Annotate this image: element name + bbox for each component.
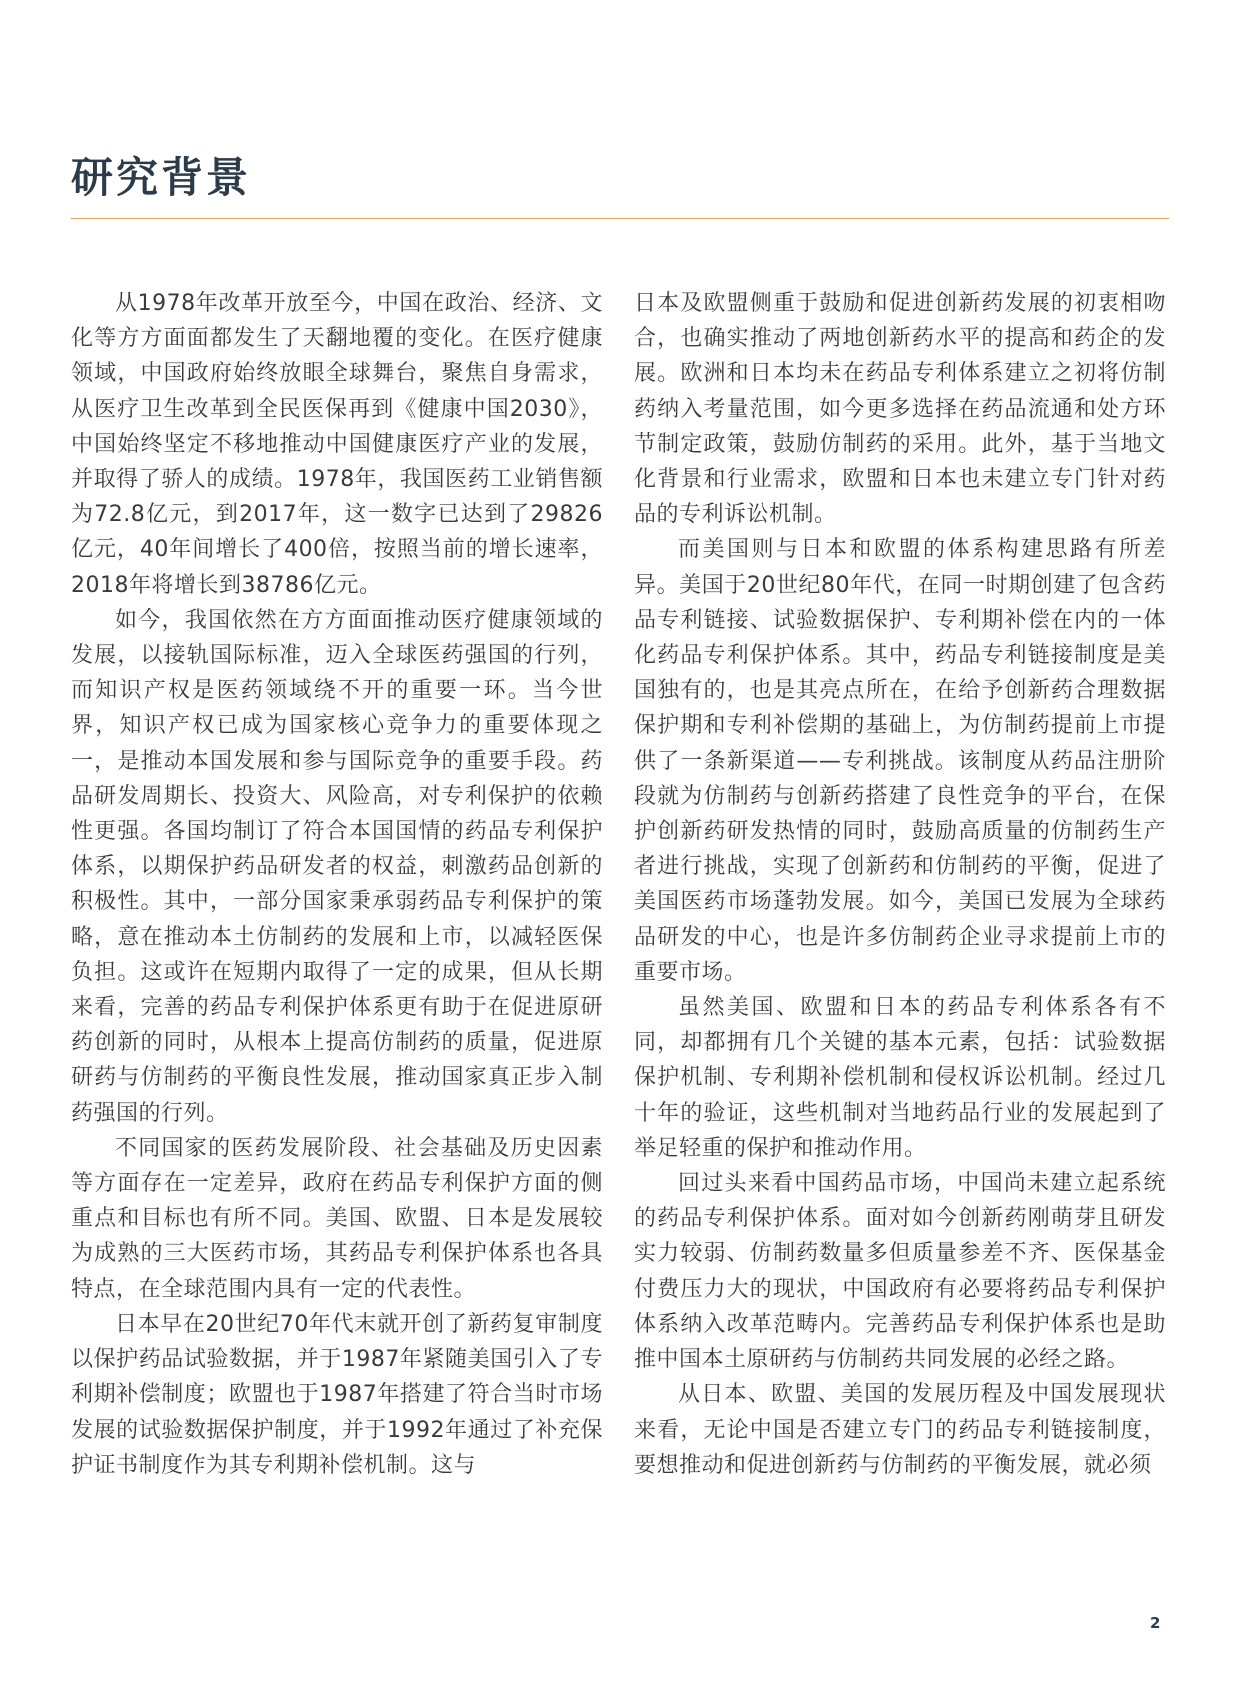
paragraph-continuation: 日本及欧盟侧重于鼓励和促进创新药发展的初衷相吻合，也确实推动了两地创新药水平的提高和药企的发展。欧洲和日本均未在药品专利体系建立之初将仿制药纳入考量范围，如今更多选择在药品流通和处方环节制定政策，鼓励仿制药的采用。此外，基于当地文化背景和行业需求，欧盟和日本也未建立专门针对药品的专利诉讼机制。 (634, 291, 1166, 528)
page-title: 研究背景 (71, 153, 252, 202)
title-divider (71, 218, 1169, 219)
left-text-column (71, 286, 603, 1483)
paragraph: 如今，我国依然在方方面面推动医疗健康领域的发展，以接轨国际标准，迈入全球医药强国的行列，而知识产权是医药领域绕不开的重要一环。当今世界，知识产权已成为国家核心竞争力的重要体现之一，是推动本国发展和参与国际竞争的重要手段。药品研发周期长、投资大、风险高，对专利保护的依赖性更强。各国均制订了符合本国国情的药品专利保护体系，以期保护药品研发者的权益，刺激药品创新的积极性。其中，一部分国家秉承弱药品专利保护的策略，意在推动本土仿制药的发展和上市，以减轻医保负担。这或许在短期内取得了一定的成果，但从长期来看，完善的药品专利保护体系更有助于在促进原研药创新的同时，从根本上提高仿制药的质量，促进原研药与仿制药的平衡良性发展，推动国家真正步入制药强国的行列。 (71, 607, 603, 1126)
right-text-column (634, 286, 1166, 1483)
paragraph: 日本早在20世纪70年代末就开创了新药复审制度以保护药品试验数据，并于1987年紧随美国引入了专利期补偿制度；欧盟也于1987年搭建了符合当时市场发展的试验数据保护制度，并于1992年通过了补充保护证书制度作为其专利期补偿机制。这与 (71, 1311, 603, 1478)
paragraph: 不同国家的医药发展阶段、社会基础及历史因素等方面存在一定差异，政府在药品专利保护方面的侧重点和目标也有所不同。美国、欧盟、日本是发展较为成熟的三大医药市场，其药品专利保护体系也各具特点，在全球范围内具有一定的代表性。 (71, 1135, 603, 1302)
paragraph: 从日本、欧盟、美国的发展历程及中国发展现状来看，无论中国是否建立专门的药品专利链接制度，要想推动和促进创新药与仿制药的平衡发展，就必须 (634, 1382, 1166, 1478)
paragraph: 而美国则与日本和欧盟的体系构建思路有所差异。美国于20世纪80年代，在同一时期创建了包含药品专利链接、试验数据保护、专利期补偿在内的一体化药品专利保护体系。其中，药品专利链接制度是美国独有的，也是其亮点所在，在给予创新药合理数据保护期和专利补偿期的基础上，为仿制药提前上市提供了一条新渠道——专利挑战。该制度从药品注册阶段就为仿制药与创新药搭建了良性竞争的平台，在保护创新药研发热情的同时，鼓励高质量的仿制药生产者进行挑战，实现了创新药和仿制药的平衡，促进了美国医药市场蓬勃发展。如今，美国已发展为全球药品研发的中心，也是许多仿制药企业寻求提前上市的重要市场。 (634, 537, 1166, 985)
paragraph: 回过头来看中国药品市场，中国尚未建立起系统的药品专利保护体系。面对如今创新药刚萌芽且研发实力较弱、仿制药数量多但质量参差不齐、医保基金付费压力大的现状，中国政府有必要将药品专利保护体系纳入改革范畴内。完善药品专利保护体系也是助推中国本土原研药与仿制药共同发展的必经之路。 (634, 1171, 1166, 1373)
paragraph: 虽然美国、欧盟和日本的药品专利体系各有不同，却都拥有几个关键的基本元素，包括：试验数据保护机制、专利期补偿机制和侵权诉讼机制。经过几十年的验证，这些机制对当地药品行业的发展起到了举足轻重的保护和推动作用。 (634, 995, 1166, 1161)
paragraph: 从1978年改革开放至今，中国在政治、经济、文化等方方面面都发生了天翻地覆的变化。在医疗健康领域，中国政府始终放眼全球舞台，聚焦自身需求，从医疗卫生改革到全民医保再到《健康中国2030》，中国始终坚定不移地推动中国健康医疗产业的发展，并取得了骄人的成绩。1978年，我国医药工业销售额为72.8亿元，到2017年，这一数字已达到了29826亿元，40年间增长了400倍，按照当前的增长速率，2018年将增长到38786亿元。 (71, 291, 603, 598)
page-number: 2 (1150, 1614, 1161, 1632)
